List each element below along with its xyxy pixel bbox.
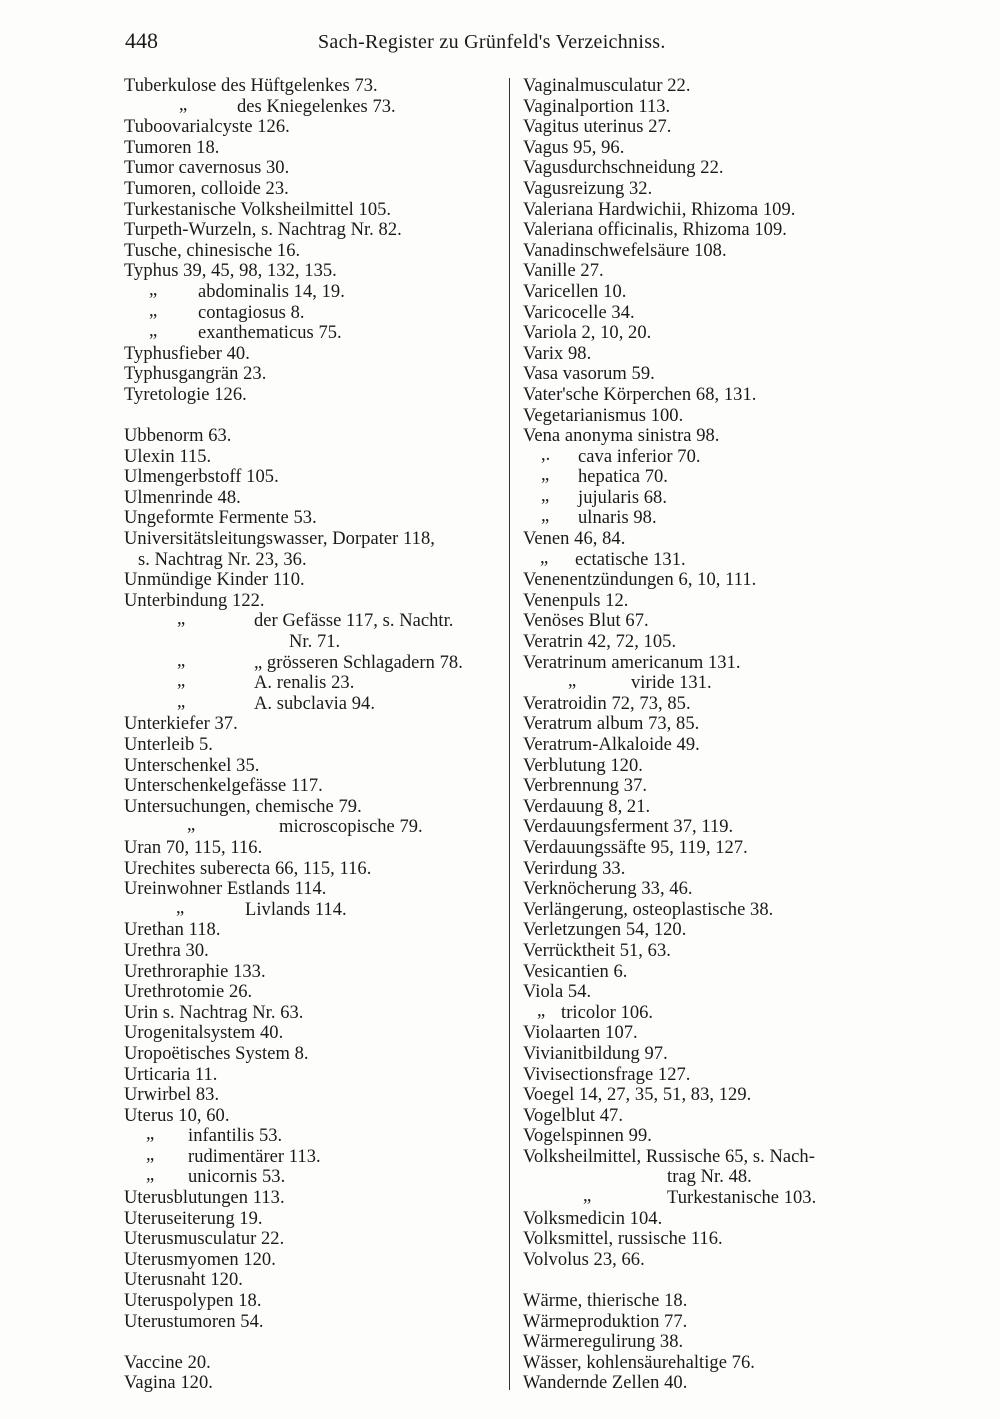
index-entry: [124, 1291, 496, 1312]
index-entry-text: Unterleib 5.: [124, 735, 213, 755]
index-entry: [124, 117, 496, 138]
index-entry-text: viride 131.: [631, 673, 712, 694]
index-entry-text: Wandernde Zellen 40.: [523, 1373, 688, 1394]
index-entry-text: Tyretologie 126.: [124, 384, 247, 405]
index-entry: [124, 529, 496, 550]
index-entry-text: Unterschenkelgefässe 117.: [124, 776, 323, 797]
index-entry: [124, 776, 496, 797]
ditto-mark: „: [146, 1124, 155, 1145]
index-entry: [523, 570, 903, 591]
index-entry-text: Ulmengerbstoff 105.: [124, 467, 279, 488]
index-entry-text: Variola 2, 10, 20.: [523, 323, 652, 344]
index-entry: [124, 859, 496, 880]
index-entry-text: exanthematicus 75.: [198, 323, 342, 344]
index-entry-text: Uran 70, 115, 116.: [124, 837, 263, 858]
column-divider: [509, 78, 510, 1390]
index-entry: [523, 303, 903, 324]
index-entry-text: Livlands 114.: [245, 899, 347, 920]
running-title: Sach-Register zu Grünfeld's Verzeichniss.: [318, 31, 666, 53]
index-entry: [124, 76, 496, 97]
index-entry: [124, 632, 496, 653]
index-entry-text: Typhusfieber 40.: [124, 343, 250, 364]
index-entry: [523, 1106, 903, 1127]
index-entry-text: Ungeformte Fermente 53.: [124, 508, 317, 529]
index-entry: [523, 406, 903, 427]
index-entry: [523, 1023, 903, 1044]
index-entry-text: Verblutung 120.: [523, 755, 643, 776]
index-entry: [523, 444, 903, 468]
index-entry: [124, 1144, 496, 1168]
index-entry-text: des Kniegelenkes 73.: [237, 96, 396, 117]
index-entry-text: Varix 98.: [523, 343, 592, 364]
index-entry: [124, 1065, 496, 1086]
index-entry: [523, 879, 903, 900]
ditto-mark: „: [177, 691, 186, 712]
index-entry-text: Venöses Blut 67.: [523, 611, 649, 632]
index-entry: [124, 650, 496, 674]
index-entry: [124, 1044, 496, 1065]
index-entry: [124, 385, 496, 406]
index-entry-text: Turpeth-Wurzeln, s. Nachtrag Nr. 82.: [124, 220, 402, 241]
index-column-right: [523, 76, 903, 1394]
ditto-mark: „: [187, 815, 196, 836]
index-entry-text: Urwirbel 83.: [124, 1085, 220, 1106]
index-entry: [523, 591, 903, 612]
index-entry: [523, 859, 903, 880]
index-entry: [124, 300, 496, 324]
index-column-left: [124, 76, 496, 1394]
index-entry-text: Tuboovarialcyste 126.: [124, 117, 290, 138]
index-entry: [124, 941, 496, 962]
index-entry-text: Varicellen 10.: [523, 281, 627, 302]
index-entry: [523, 282, 903, 303]
ditto-mark: „: [177, 671, 186, 692]
index-entry-text: ectatische 131.: [575, 549, 686, 570]
index-entry-text: Tumor cavernosus 30.: [124, 158, 290, 179]
index-entry-text: Unterschenkel 35.: [124, 755, 260, 776]
index-entry-text: Verlängerung, osteoplastische 38.: [523, 899, 774, 920]
index-entry: [124, 1332, 496, 1373]
index-entry-text: Nr. 71.: [289, 632, 341, 653]
index-entry-text: Veratrum album 73, 85.: [523, 714, 700, 735]
index-entry-text: A. subclavia 94.: [254, 693, 376, 714]
index-entry: [523, 1000, 903, 1024]
index-entry-text: jujularis 68.: [578, 487, 668, 508]
index-entry-text: Uterusnaht 120.: [124, 1270, 243, 1291]
ditto-mark: „: [583, 1186, 592, 1207]
index-entry: [523, 138, 903, 159]
ditto-mark: „: [146, 1144, 155, 1165]
index-entry: [124, 323, 496, 344]
index-entry: [523, 1270, 903, 1311]
index-entry: [523, 941, 903, 962]
index-entry-text: Venenpuls 12.: [523, 590, 629, 611]
index-entry: [124, 279, 496, 303]
index-entry-text: Ureinwohner Estlands 114.: [124, 879, 327, 900]
ditto-mark: „: [146, 1165, 155, 1186]
index-entry: [523, 1229, 903, 1250]
index-entry: [124, 962, 496, 983]
index-entry-text: Volvolus 23, 66.: [523, 1249, 645, 1270]
index-entry-text: trag Nr. 48.: [667, 1167, 752, 1188]
index-entry: [523, 1126, 903, 1147]
index-entry-text: Vegetarianismus 100.: [523, 405, 684, 426]
index-entry: [523, 344, 903, 365]
index-entry-text: Vasa vasorum 59.: [523, 364, 655, 385]
index-entry-text: Wärmeregulirung 38.: [523, 1332, 684, 1353]
index-entry-text: Valeriana Hardwichii, Rhizoma 109.: [523, 199, 796, 220]
index-entry-text: unicornis 53.: [188, 1167, 286, 1188]
index-entry-text: Verbrennung 37.: [523, 776, 648, 797]
index-entry-text: Tuberkulose des Hüftgelenkes 73.: [124, 76, 378, 96]
index-entry: [124, 220, 496, 241]
index-entry-text: Verdauungssäfte 95, 119, 127.: [523, 837, 748, 858]
index-entry: [523, 1167, 903, 1188]
index-entry-text: Urechites suberecta 66, 115, 116.: [124, 858, 372, 879]
index-entry-text: Vesicantien 6.: [523, 961, 628, 982]
index-entry: [523, 756, 903, 777]
index-entry: [523, 694, 903, 715]
index-entry: [523, 261, 903, 282]
index-entry-text: Vater'sche Körperchen 68, 131.: [523, 384, 757, 405]
index-entry-text: Unterkiefer 37.: [124, 714, 238, 735]
index-entry-text: Vaccine 20.: [124, 1352, 211, 1373]
index-entry-text: Tumoren 18.: [124, 137, 220, 158]
index-entry-text: Valeriana officinalis, Rhizoma 109.: [523, 220, 787, 241]
index-entry-text: Wärme, thierische 18.: [523, 1291, 688, 1312]
index-entry-text: Wärmeproduktion 77.: [523, 1311, 688, 1332]
index-entry: [124, 344, 496, 365]
index-entry: [523, 76, 903, 97]
index-entry: [124, 714, 496, 735]
index-entry: [523, 714, 903, 735]
index-entry-text: Unterbindung 122.: [124, 590, 265, 611]
index-entry: [523, 508, 903, 529]
index-entry-text: Uterus 10, 60.: [124, 1105, 230, 1126]
index-entry: [523, 1373, 903, 1394]
index-entry-text: Tumoren, colloide 23.: [124, 178, 289, 199]
index-entry: [523, 485, 903, 509]
index-entry: [124, 508, 496, 529]
index-entry: [124, 488, 496, 509]
ditto-mark: „: [541, 506, 550, 527]
ditto-mark: „: [541, 485, 550, 506]
index-entry-text: Vagusreizung 32.: [523, 178, 653, 199]
index-entry: [523, 179, 903, 200]
index-entry-text: Volksmedicin 104.: [523, 1208, 663, 1229]
index-entry: [124, 138, 496, 159]
index-entry-text: Uropoëtisches System 8.: [124, 1043, 309, 1064]
index-entry: [124, 591, 496, 612]
ditto-mark: „: [179, 94, 188, 115]
index-entry: [124, 261, 496, 282]
index-entry: [124, 879, 496, 900]
index-entry-text: Ubbenorm 63.: [124, 426, 232, 447]
index-entry: [124, 817, 496, 838]
index-entry-text: Venen 46, 84.: [523, 529, 626, 550]
index-entry: [124, 1250, 496, 1271]
index-entry-text: Vanille 27.: [523, 261, 604, 282]
ditto-mark: ,.: [541, 444, 551, 465]
index-entry: [124, 797, 496, 818]
index-entry-text: tricolor 106.: [561, 1002, 654, 1023]
index-entry-text: Uterustumoren 54.: [124, 1311, 264, 1332]
index-entry: [124, 673, 496, 694]
index-entry-text: Viola 54.: [523, 982, 592, 1003]
index-entry-text: Vivisectionsfrage 127.: [523, 1064, 691, 1085]
index-entry-text: Urticaria 11.: [124, 1064, 218, 1085]
index-entry-text: Vaginalportion 113.: [523, 96, 671, 117]
ditto-mark: „: [177, 609, 186, 630]
ditto-mark: „: [540, 547, 549, 568]
index-entry-text: Vogelspinnen 99.: [523, 1126, 652, 1147]
index-entry: [124, 241, 496, 262]
ditto-mark: „: [176, 897, 185, 918]
index-entry: [523, 547, 903, 571]
index-entry-text: rudimentärer 113.: [188, 1146, 321, 1167]
index-entry-text: Untersuchungen, chemische 79.: [124, 796, 362, 817]
index-entry-text: ulnaris 98.: [578, 508, 657, 529]
ditto-mark: „: [537, 1000, 546, 1021]
index-entry-text: Vaginalmusculatur 22.: [523, 76, 691, 96]
index-entry: [523, 673, 903, 694]
index-entry: [523, 1353, 903, 1374]
index-entry-text: Verrücktheit 51, 63.: [523, 940, 671, 961]
index-entry: [523, 1332, 903, 1353]
index-entry: [523, 1188, 903, 1209]
index-entry-text: Verdauungsferment 37, 119.: [523, 817, 734, 838]
index-entry-text: Urethroraphie 133.: [124, 961, 266, 982]
index-entry: [124, 550, 496, 571]
index-entry-text: Urethan 118.: [124, 920, 221, 941]
index-entry: [523, 323, 903, 344]
index-entry: [124, 467, 496, 488]
index-entry: [523, 653, 903, 674]
index-entry: [523, 364, 903, 385]
index-entry: [523, 838, 903, 859]
ditto-mark: „: [541, 465, 550, 486]
index-entry: [124, 447, 496, 468]
index-entry: [523, 611, 903, 632]
index-entry-text: Uterusmusculatur 22.: [124, 1229, 285, 1250]
index-entry-text: der Gefässe 117, s. Nachtr.: [254, 611, 454, 632]
index-entry: [523, 776, 903, 797]
index-entry: [124, 200, 496, 221]
index-entry-text: Vena anonyma sinistra 98.: [523, 426, 720, 447]
index-entry: [124, 1312, 496, 1333]
index-entry-text: Veratroidin 72, 73, 85.: [523, 693, 691, 714]
index-entry-text: s. Nachtrag Nr. 23, 36.: [138, 549, 307, 570]
index-entry: [124, 1209, 496, 1230]
index-entry: [124, 1373, 496, 1394]
index-entry-text: Veratrinum americanum 131.: [523, 652, 741, 673]
index-entry: [124, 756, 496, 777]
index-entry-text: Wässer, kohlensäurehaltige 76.: [523, 1352, 755, 1373]
index-entry-text: microscopische 79.: [279, 817, 423, 838]
ditto-mark: „: [177, 650, 186, 671]
index-entry: [124, 570, 496, 591]
index-entry-text: Uterusmyomen 120.: [124, 1249, 276, 1270]
index-entry-text: Ulmenrinde 48.: [124, 487, 241, 508]
index-entry: [124, 897, 496, 921]
index-entry: [523, 1147, 903, 1168]
index-entry: [523, 220, 903, 241]
ditto-mark: „: [149, 321, 158, 342]
index-entry-text: Vagusdurchschneidung 22.: [523, 158, 724, 179]
index-entry-text: Vivianitbildung 97.: [523, 1043, 668, 1064]
index-entry-text: Typhusgangrän 23.: [124, 364, 267, 385]
index-entry: [523, 797, 903, 818]
index-entry-text: Uterusblutungen 113.: [124, 1188, 285, 1209]
index-entry: [124, 1023, 496, 1044]
index-entry-text: Urogenitalsystem 40.: [124, 1023, 284, 1044]
index-entry: [523, 962, 903, 983]
index-entry: [523, 920, 903, 941]
index-entry: [523, 982, 903, 1003]
index-entry-text: Venenentzündungen 6, 10, 111.: [523, 570, 757, 591]
index-entry: [523, 241, 903, 262]
index-entry-text: abdominalis 14, 19.: [198, 281, 345, 302]
index-entry-text: Ulexin 115.: [124, 446, 212, 467]
index-entry: [523, 385, 903, 406]
index-entry: [124, 1126, 496, 1147]
index-entry: [523, 158, 903, 179]
index-entry: [523, 1065, 903, 1086]
index-entry-text: Volksheilmittel, Russische 65, s. Nach-: [523, 1146, 815, 1167]
index-entry-text: infantilis 53.: [188, 1126, 283, 1147]
index-entry: [523, 1312, 903, 1333]
index-entry: [124, 1085, 496, 1106]
index-entry-text: A. renalis 23.: [254, 673, 355, 694]
page-number: 448: [125, 28, 158, 53]
index-entry-text: Veratrin 42, 72, 105.: [523, 632, 677, 653]
index-entry-text: Voegel 14, 27, 35, 51, 83, 129.: [523, 1085, 752, 1106]
index-entry-text: Verknöcherung 33, 46.: [523, 879, 693, 900]
index-entry: [523, 900, 903, 921]
index-entry: [124, 1270, 496, 1291]
index-entry-text: Vagus 95, 96.: [523, 137, 625, 158]
index-entry-text: Uteruspolypen 18.: [124, 1291, 262, 1312]
index-entry: [124, 1188, 496, 1209]
index-entry: [124, 982, 496, 1003]
index-entry: [124, 691, 496, 715]
index-entry-text: Vagina 120.: [124, 1373, 213, 1394]
index-entry: [523, 117, 903, 138]
index-entry-text: Violaarten 107.: [523, 1023, 638, 1044]
index-entry-text: Verirdung 33.: [523, 858, 626, 879]
index-entry-text: Turkestanische 103.: [667, 1188, 817, 1209]
index-entry-text: Urethrotomie 26.: [124, 982, 253, 1003]
index-entry: [124, 158, 496, 179]
index-entry-text: Vogelblut 47.: [523, 1105, 624, 1126]
index-entry-text: Vagitus uterinus 27.: [523, 117, 672, 138]
index-entry-text: Urin s. Nachtrag Nr. 63.: [124, 1002, 304, 1023]
index-entry: [523, 1085, 903, 1106]
index-entry-text: Volksmittel, russische 116.: [523, 1229, 723, 1250]
index-entry: [523, 1044, 903, 1065]
index-entry: [523, 1250, 903, 1271]
index-entry: [124, 1003, 496, 1024]
index-entry: [124, 406, 496, 447]
index-entry: [523, 817, 903, 838]
index-entry: [124, 1106, 496, 1127]
index-entry: [124, 735, 496, 756]
index-entry: [523, 426, 903, 447]
index-entry-text: Tusche, chinesische 16.: [124, 240, 301, 261]
index-entry-text: Verdauung 8, 21.: [523, 796, 651, 817]
index-entry-text: Universitätsleitungswasser, Dorpater 118,: [124, 529, 435, 550]
index-entry: [124, 838, 496, 859]
index-entry-text: Urethra 30.: [124, 940, 209, 961]
index-entry-text: Typhus 39, 45, 98, 132, 135.: [124, 261, 337, 282]
index-entry: [124, 179, 496, 200]
index-entry-text: cava inferior 70.: [578, 446, 701, 467]
index-entry: [523, 735, 903, 756]
index-entry-text: Turkestanische Volksheilmittel 105.: [124, 199, 392, 220]
index-entry: [523, 632, 903, 653]
index-entry-text: Varicocelle 34.: [523, 302, 635, 323]
index-entry-text: „ grösseren Schlagadern 78.: [254, 652, 463, 673]
index-entry: [124, 1229, 496, 1250]
index-entry: [124, 920, 496, 941]
index-entry-text: Veratrum-Alkaloide 49.: [523, 735, 700, 755]
index-entry: [523, 1209, 903, 1230]
index-entry: [124, 611, 496, 632]
index-entry: [124, 1167, 496, 1188]
index-entry-text: hepatica 70.: [578, 467, 668, 488]
index-entry: [124, 364, 496, 385]
index-entry-text: Uteruseiterung 19.: [124, 1208, 263, 1229]
index-entry-text: Vanadinschwefelsäure 108.: [523, 240, 727, 261]
ditto-mark: „: [568, 671, 577, 692]
index-entry-text: contagiosus 8.: [198, 302, 305, 323]
index-entry-text: Verletzungen 54, 120.: [523, 920, 687, 941]
index-entry: [523, 529, 903, 550]
index-entry: [124, 94, 496, 118]
ditto-mark: „: [149, 279, 158, 300]
index-entry: [523, 200, 903, 221]
ditto-mark: „: [149, 300, 158, 321]
index-entry-text: Unmündige Kinder 110.: [124, 570, 305, 591]
index-entry: [523, 467, 903, 488]
index-entry: [523, 97, 903, 118]
